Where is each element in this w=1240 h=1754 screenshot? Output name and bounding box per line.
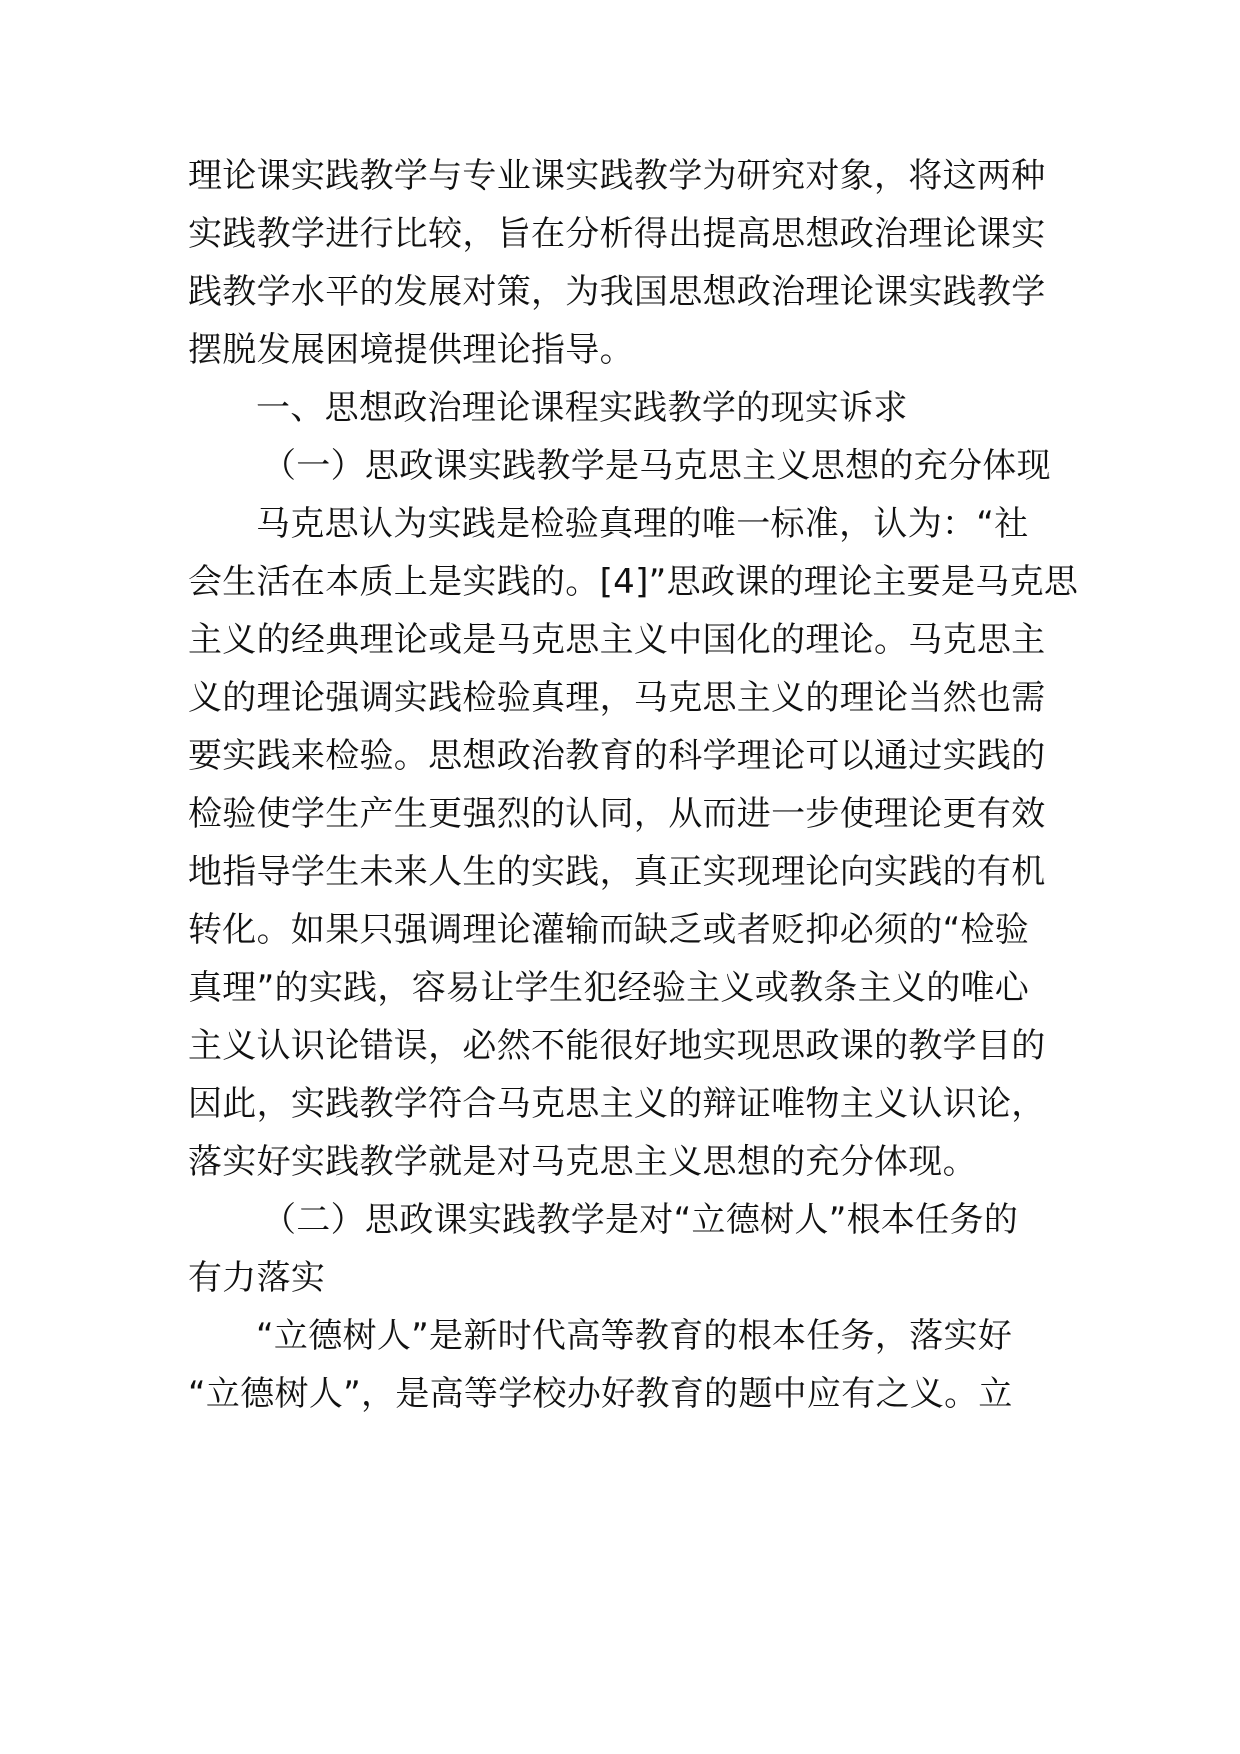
paragraph-line: 落实好实践教学就是对马克思主义思想的充分体现。: [188, 1142, 977, 1182]
paragraph-line: 主义的经典理论或是马克思主义中国化的理论。马克思主: [188, 620, 1046, 660]
subsection-heading: （一）思政课实践教学是马克思主义思想的充分体现: [262, 446, 1051, 486]
subsection-heading-continued: 有力落实: [188, 1258, 326, 1298]
paragraph-line: 义的理论强调实践检验真理，马克思主义的理论当然也需: [188, 678, 1046, 718]
paragraph-line: 真理”的实践，容易让学生犯经验主义或教条主义的唯心: [188, 968, 1030, 1008]
paragraph-line: 检验使学生产生更强烈的认同，从而进一步使理论更有效: [188, 794, 1046, 834]
subsection-heading: （二）思政课实践教学是对“立德树人”根本任务的: [262, 1200, 1019, 1240]
paragraph-line: 地指导学生未来人生的实践，真正实现理论向实践的有机: [188, 852, 1046, 892]
paragraph-line: 因此，实践教学符合马克思主义的辩证唯物主义认识论，: [188, 1084, 1046, 1124]
paragraph-line: 理论课实践教学与专业课实践教学为研究对象，将这两种: [188, 156, 1046, 196]
paragraph-line: 马克思认为实践是检验真理的唯一标准，认为：“社: [256, 504, 1029, 544]
paragraph-line: 践教学水平的发展对策，为我国思想政治理论课实践教学: [188, 272, 1046, 312]
section-heading: 一、思想政治理论课程实践教学的现实诉求: [256, 388, 908, 428]
paragraph-line: 主义认识论错误，必然不能很好地实现思政课的教学目的: [188, 1026, 1046, 1066]
paragraph-line: 转化。如果只强调理论灌输而缺乏或者贬抑必须的“检验: [188, 910, 1030, 950]
paragraph-line: “立德树人”是新时代高等教育的根本任务，落实好: [256, 1316, 1013, 1356]
paragraph-line: 会生活在本质上是实践的。[4]”思政课的理论主要是马克思: [188, 562, 1079, 602]
paragraph-line: 摆脱发展困境提供理论指导。: [188, 330, 634, 370]
paragraph-line: 要实践来检验。思想政治教育的科学理论可以通过实践的: [188, 736, 1046, 776]
paragraph-line: 实践教学进行比较，旨在分析得出提高思想政治理论课实: [188, 214, 1046, 254]
paragraph-line: “立德树人”，是高等学校办好教育的题中应有之义。立: [188, 1374, 1013, 1414]
